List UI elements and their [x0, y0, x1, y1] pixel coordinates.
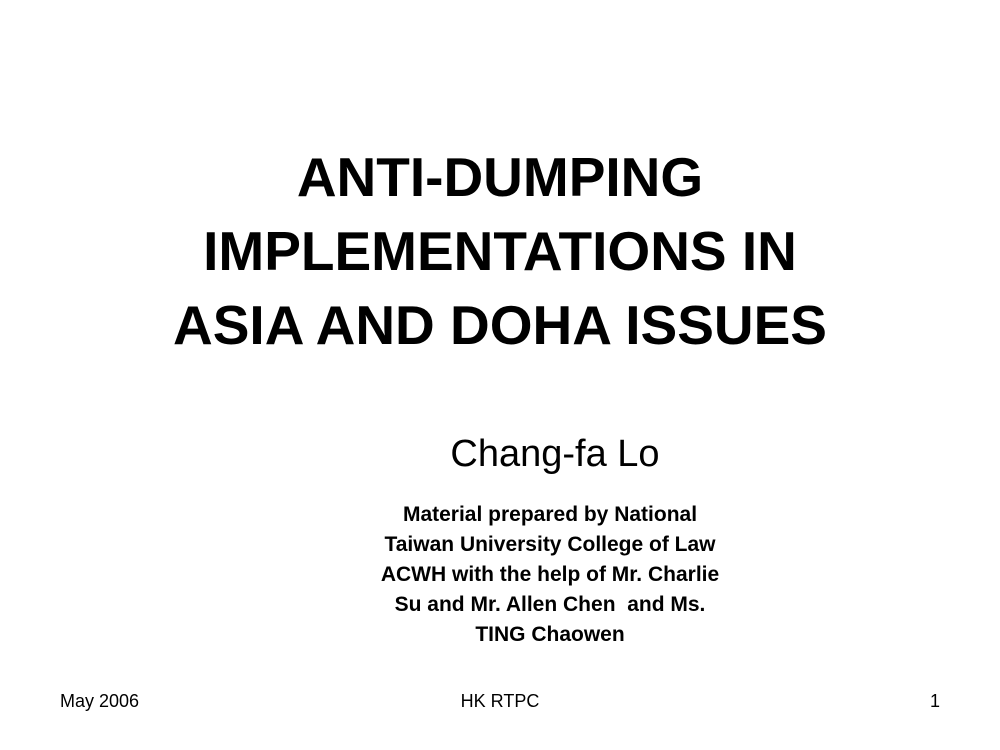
credit-line-1: Material prepared by National: [402, 503, 698, 526]
credit-line-4: Su and Mr. Allen Chen and Ms.: [394, 593, 706, 616]
credit-line-5: TING Chaowen: [475, 623, 625, 646]
credit-line-2: Taiwan University College of Law: [384, 533, 716, 556]
title-line-3: ASIA AND DOHA ISSUES: [173, 294, 827, 356]
title-line-1: ANTI-DUMPING: [296, 146, 704, 208]
credits-block: [300, 500, 800, 650]
footer-center-text: HK RTPC: [460, 691, 540, 711]
slide-title: [60, 140, 940, 362]
author-name: Chang-fa Lo: [450, 433, 660, 475]
credit-line-3: ACWH with the help of Mr. Charlie: [380, 563, 720, 586]
footer-date: May 2006: [60, 691, 140, 711]
page-number: 1: [929, 691, 940, 711]
title-line-2: IMPLEMENTATIONS IN: [203, 220, 797, 282]
